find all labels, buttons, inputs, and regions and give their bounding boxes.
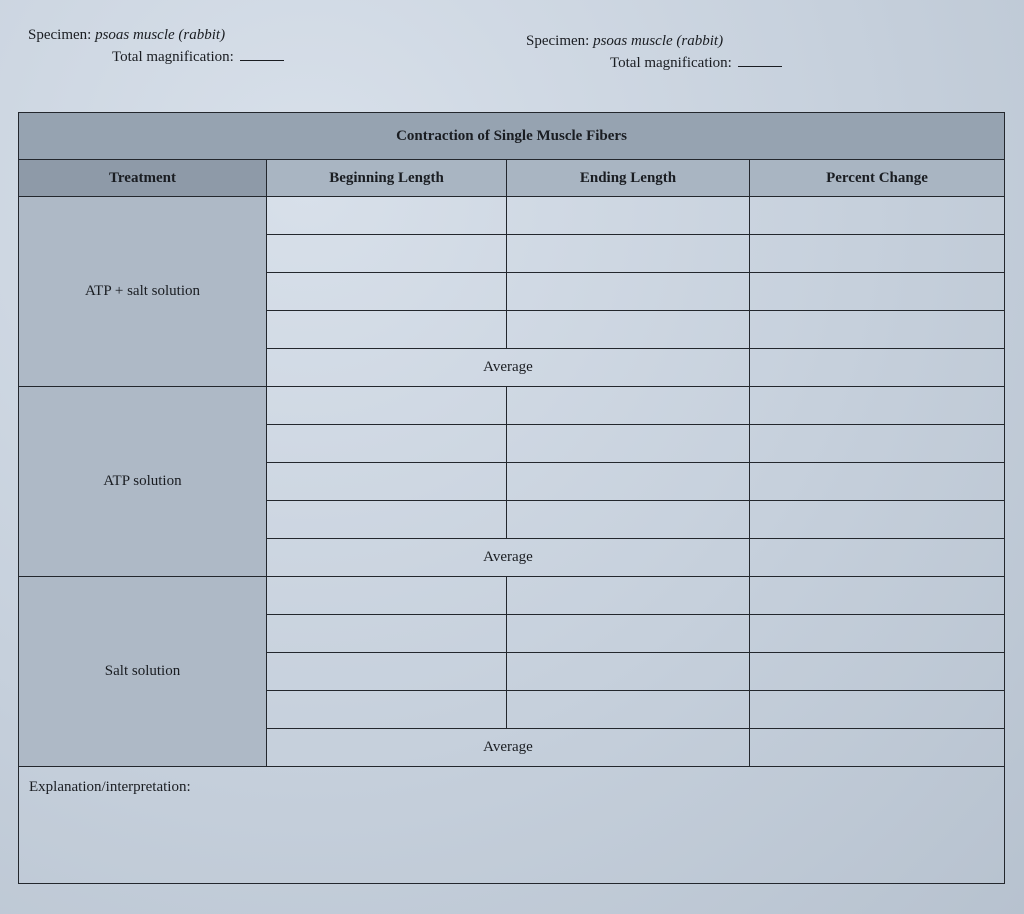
header-beginning-length: Beginning Length bbox=[267, 160, 507, 197]
header-ending-length: Ending Length bbox=[507, 160, 750, 197]
percent-change-cell[interactable] bbox=[750, 691, 1005, 729]
ending-length-cell[interactable] bbox=[507, 425, 750, 463]
percent-change-cell[interactable] bbox=[750, 463, 1005, 501]
treatment-cell: Salt solution bbox=[19, 577, 267, 767]
specimen-name: psoas muscle (rabbit) bbox=[95, 27, 226, 43]
table-row bbox=[19, 577, 1005, 615]
specimen-label: Specimen: bbox=[28, 27, 92, 43]
treatment-cell: ATP solution bbox=[19, 387, 267, 577]
beginning-length-cell[interactable] bbox=[267, 691, 507, 729]
beginning-length-cell[interactable] bbox=[267, 197, 507, 235]
magnification-blank[interactable] bbox=[240, 48, 284, 61]
specimen-left bbox=[28, 24, 284, 68]
table-row bbox=[19, 387, 1005, 425]
ending-length-cell[interactable] bbox=[507, 311, 750, 349]
magnification-label: Total magnification: bbox=[610, 55, 732, 71]
beginning-length-cell[interactable] bbox=[267, 311, 507, 349]
beginning-length-cell[interactable] bbox=[267, 387, 507, 425]
explanation-cell[interactable] bbox=[19, 767, 1005, 884]
results-table bbox=[18, 112, 1005, 884]
ending-length-cell[interactable] bbox=[507, 387, 750, 425]
explanation-row bbox=[19, 767, 1005, 884]
percent-change-cell[interactable] bbox=[750, 197, 1005, 235]
average-percent-cell[interactable] bbox=[750, 539, 1005, 577]
header-percent-change: Percent Change bbox=[750, 160, 1005, 197]
percent-change-cell[interactable] bbox=[750, 311, 1005, 349]
explanation-label: Explanation/interpretation: bbox=[29, 779, 191, 795]
percent-change-cell[interactable] bbox=[750, 425, 1005, 463]
header-treatment: Treatment bbox=[19, 160, 267, 197]
beginning-length-cell[interactable] bbox=[267, 501, 507, 539]
ending-length-cell[interactable] bbox=[507, 197, 750, 235]
ending-length-cell[interactable] bbox=[507, 653, 750, 691]
average-label: Average bbox=[267, 729, 750, 767]
beginning-length-cell[interactable] bbox=[267, 273, 507, 311]
ending-length-cell[interactable] bbox=[507, 577, 750, 615]
ending-length-cell[interactable] bbox=[507, 235, 750, 273]
percent-change-cell[interactable] bbox=[750, 501, 1005, 539]
magnification-line bbox=[28, 46, 284, 68]
percent-change-cell[interactable] bbox=[750, 653, 1005, 691]
specimen-line bbox=[28, 24, 284, 46]
ending-length-cell[interactable] bbox=[507, 463, 750, 501]
average-percent-cell[interactable] bbox=[750, 349, 1005, 387]
beginning-length-cell[interactable] bbox=[267, 577, 507, 615]
beginning-length-cell[interactable] bbox=[267, 615, 507, 653]
beginning-length-cell[interactable] bbox=[267, 235, 507, 273]
magnification-label: Total magnification: bbox=[112, 49, 234, 65]
average-label: Average bbox=[267, 349, 750, 387]
percent-change-cell[interactable] bbox=[750, 235, 1005, 273]
specimen-name: psoas muscle (rabbit) bbox=[593, 33, 724, 49]
table-row bbox=[19, 197, 1005, 235]
specimen-right bbox=[526, 30, 782, 74]
percent-change-cell[interactable] bbox=[750, 577, 1005, 615]
specimen-label: Specimen: bbox=[526, 33, 590, 49]
results-sheet bbox=[18, 112, 1004, 882]
percent-change-cell[interactable] bbox=[750, 387, 1005, 425]
specimen-line bbox=[526, 30, 782, 52]
ending-length-cell[interactable] bbox=[507, 615, 750, 653]
percent-change-cell[interactable] bbox=[750, 615, 1005, 653]
magnification-blank[interactable] bbox=[738, 54, 782, 67]
beginning-length-cell[interactable] bbox=[267, 425, 507, 463]
ending-length-cell[interactable] bbox=[507, 691, 750, 729]
average-label: Average bbox=[267, 539, 750, 577]
percent-change-cell[interactable] bbox=[750, 273, 1005, 311]
table-title: Contraction of Single Muscle Fibers bbox=[19, 113, 1005, 160]
magnification-line bbox=[526, 52, 782, 74]
beginning-length-cell[interactable] bbox=[267, 653, 507, 691]
treatment-cell: ATP + salt solution bbox=[19, 197, 267, 387]
ending-length-cell[interactable] bbox=[507, 273, 750, 311]
average-percent-cell[interactable] bbox=[750, 729, 1005, 767]
ending-length-cell[interactable] bbox=[507, 501, 750, 539]
beginning-length-cell[interactable] bbox=[267, 463, 507, 501]
